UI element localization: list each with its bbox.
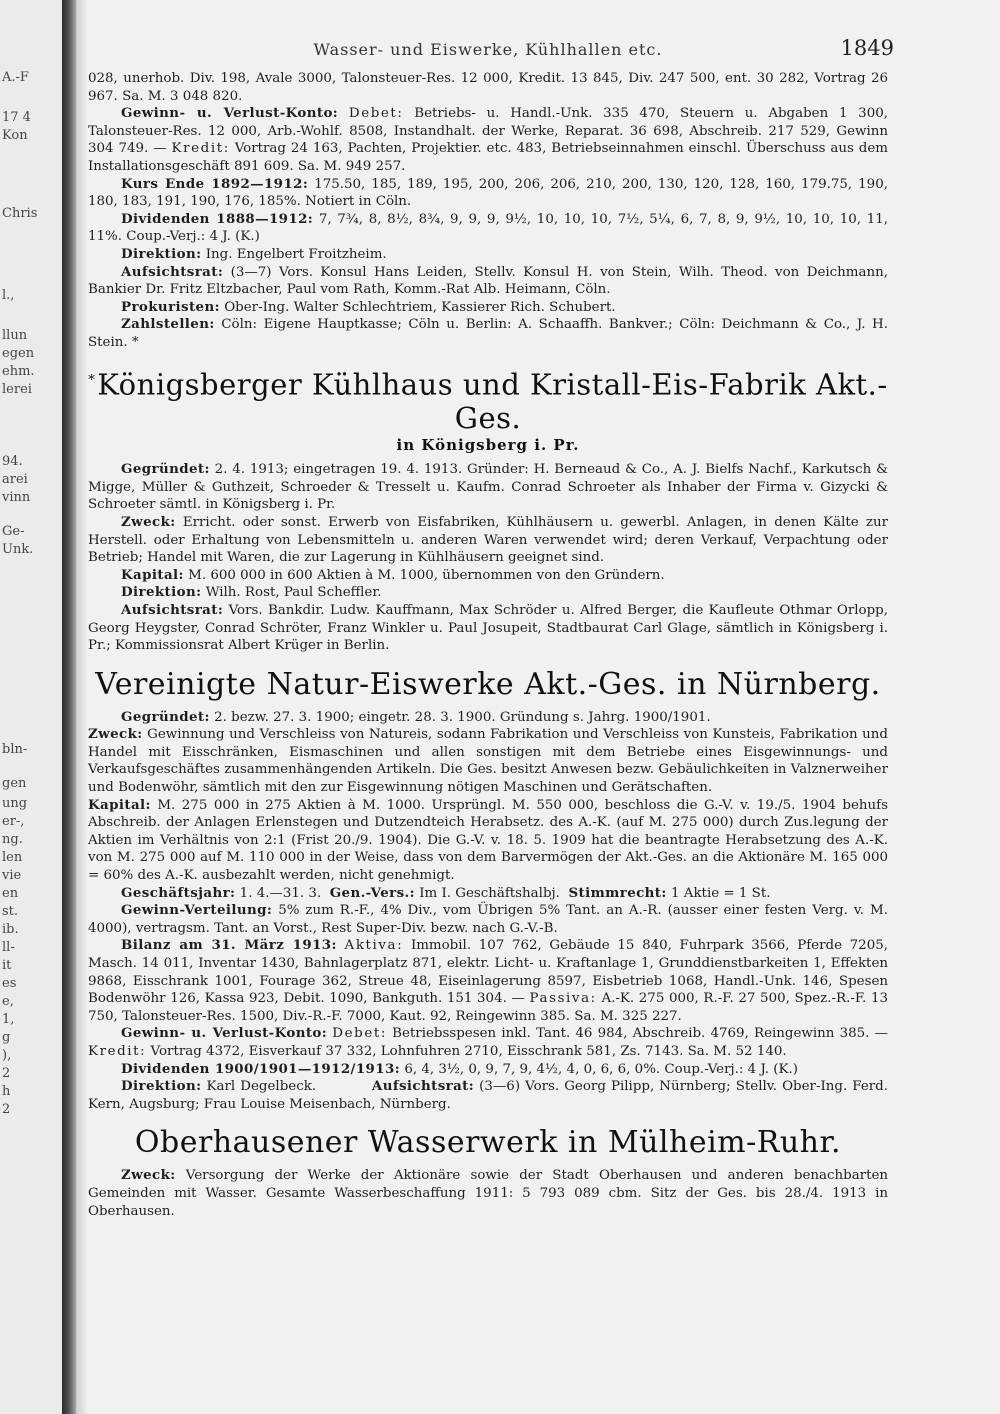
fiscal-year-label: Geschäftsjahr: (121, 884, 236, 901)
page-number: 1849 (840, 36, 894, 60)
management (88, 584, 888, 602)
entry-oberhausen (88, 1125, 888, 1220)
balance-sheet (88, 937, 888, 1025)
entry-nuernberg (88, 667, 888, 1114)
founded (88, 709, 888, 727)
share-price (88, 176, 888, 211)
purpose-label: Zweck: (88, 726, 143, 743)
capital-label: Kapital: (88, 796, 151, 813)
management-label: Direktion: (121, 584, 202, 601)
purpose-text: Versorgung der Werke der Aktionäre sowie der Stadt Oberhausen und anderen benachbarten Gemeinden mit Wasser. Gesamte Wasserbeschaffung 1911: 5 793 089 cbm. Sitz der Ges. bis 28./4. 1913 in Oberhausen. (88, 1168, 889, 1219)
liabilities-label: Passiva: (529, 991, 597, 1007)
entry-title: Oberhausener Wasserwerk in Mülheim-Ruhr. (134, 1125, 842, 1161)
profit-distribution-text: 5% zum R.-F., 4% Div., vom Übrigen 5% Tant. an A.-R. (ausser einer festen Verg. v. M. 4000), vertragsm. Tant. an Vorst., Rest Super-Div. bezw. nach G.-V.-B. (88, 903, 888, 936)
margin-fragment: egen (2, 346, 35, 361)
margin-fragment: g (2, 1030, 11, 1045)
entry-title-text: Königsberger Kühlhaus und Kristall-Eis-Fabrik Akt.-Ges. (97, 367, 888, 436)
entry-continued (88, 70, 888, 352)
margin-fragment: 94. (2, 454, 23, 469)
paying-agents-label: Zahlstellen: (121, 316, 215, 333)
founded-label: Gegründet: (121, 708, 210, 725)
assets-text: Immobil. 107 762, Gebäude 15 840, Fuhrpark 3566, Pferde 7205, Masch. 14 011, Inventar 1430, Bahnlagerplatz 871, elektr. Licht- u. Kraftanlage 1, Grunddienstbarkeiten 1, Effekten 9868, Eisschrank 1001, Fourage 362, Streue 48, Eiseinlagerung 8597, Eisbetrieb 1068, Handl.-Unk. 146, Spesen Bodenwöhr 126, Kassa 923, Debit. 1090, Bankguth. 151 304. — (88, 938, 888, 1007)
dividends-label: Dividenden 1900/1901—1912/1913: (121, 1060, 401, 1077)
share-price-label: Kurs Ende 1892—1912: (121, 175, 309, 192)
supervisory-board-label: Aufsichtsrat: (121, 263, 224, 280)
supervisory-board-text: Vors. Bankdir. Ludw. Kauffmann, Max Schröder u. Alfred Berger, die Kaufleute Othmar Orlopp, Georg Heygster, Conrad Schröter, Franz Winkler u. Paul Josupeit, Stadtbaurat Carl Glage, sämtlich in Königsberg i. Pr.; Kommissionsrat Albert Krüger in Berlin. (88, 602, 888, 654)
margin-fragment: llun (2, 328, 28, 343)
voting-right-label: Stimmrecht: (568, 884, 667, 901)
authorized-officers-label: Prokuristen: (121, 298, 220, 315)
balance-continued: 028, unerhob. Div. 198, Avale 3000, Talonsteuer-Res. 12 000, Kredit. 13 845, Div. 247 500, ent. 30 282, Vortrag 26 967. Sa. M. 3 048 820. (88, 71, 888, 104)
margin-fragment: arei (2, 472, 28, 487)
margin-fragment: 1, (2, 1012, 15, 1027)
margin-fragment: ll- (2, 940, 15, 955)
margin-fragment: Unk. (2, 542, 34, 557)
dividends-label: Dividenden 1888—1912: (121, 210, 314, 227)
margin-fragment: Chris (2, 206, 38, 221)
margin-fragment: bln- (2, 742, 28, 757)
authorized-officers (88, 299, 888, 317)
fiscal-year-text: 1. 4.—31. 3. (239, 885, 322, 901)
credit-label: Kredit: (171, 141, 230, 157)
general-meeting-label: Gen.-Vers.: (329, 884, 415, 901)
margin-fragment: A.-F (2, 70, 29, 85)
supervisory-board (88, 602, 888, 655)
management-text: Ing. Engelbert Froitzheim. (205, 246, 387, 262)
capital (88, 797, 888, 885)
supervisory-board (88, 264, 888, 299)
purpose-text: Gewinnung und Verschleiss von Natureis, sodann Fabrikation und Verschleiss von Kunsteis, Fabrikation und Handel mit Eisschränken, Eismaschinen und allen sonstigen mit dem Betriebe eines Eisgewinnungs- und Verkaufsgeschäftes zusammenhängenden Artikeln. Die Ges. besitzt Anwesen bezw. Gebäulichkeiten in Valznerweiher und Bodenwöhr, sämtlich mit den zur Eisgewinnung nötigen Maschinen und Gerätschaften. (88, 727, 889, 796)
authorized-officers-text: Ober-Ing. Walter Schlechtriem, Kassierer Rich. Schubert. (224, 299, 616, 315)
gutter-shadow (78, 0, 88, 1414)
margin-fragment: Kon (2, 128, 28, 143)
capital (88, 567, 888, 585)
margin-fragment: ), (2, 1048, 12, 1063)
credit-text: Vortrag 24 163, Pachten, Projektier. etc. 483, Betriebseinnahmen einschl. Überschuss aus dem Installationsgeschäft 891 609. Sa. M. 949 257. (88, 141, 889, 174)
margin-fragment: er-, (2, 814, 25, 829)
founded-label: Gegründet: (121, 461, 210, 478)
entry-koenigsberg (88, 364, 888, 655)
supervisory-board-label: Aufsichtsrat: (371, 1078, 475, 1095)
founded-text: 2. bezw. 27. 3. 1900; eingetr. 28. 3. 1900. Gründung s. Jahrg. 1900/1901. (214, 709, 711, 725)
page-content (88, 36, 894, 1220)
running-head: Wasser- und Eiswerke, Kühlhallen etc. (313, 40, 663, 59)
book-gutter (62, 0, 78, 1414)
profit-distribution (88, 902, 888, 937)
management (88, 246, 888, 264)
dividends-text: 6, 4, 3½, 0, 9, 7, 9, 4½, 4, 0, 6, 6, 0%. Coup.-Verj.: 4 J. (K.) (404, 1061, 799, 1077)
entry-subtitle: in Königsberg i. Pr. (396, 436, 580, 455)
founded (88, 461, 888, 514)
dividends (88, 1061, 888, 1079)
margin-fragment: Ge- (2, 524, 25, 539)
margin-fragment: st. (2, 904, 19, 919)
management-and-board (88, 1078, 888, 1113)
general-meeting-text: Im I. Geschäftshalbj. (419, 885, 560, 901)
capital-text: M. 275 000 in 275 Aktien à M. 1000. Ursprüngl. M. 550 000, beschloss die G.-V. v. 19./5. 1904 behufs Abschreib. der Anlagen Erlenstegen und Dutzendteich Herabsetz. des A.-K. (auf M. 275 000) durch Zus.legung der Aktien im Verhältnis von 2:1 (Frist 20./9. 1904). Die G.-V. v. 18. 5. 1909 hat die beantragte Herabsetzung des A.-K. von M. 275 000 auf M. 110 000 in der Weise, dass von dem Barvermögen der Akt.-Ges. an die Aktionäre M. 165 000 = 60% des A.-K. ausbezahlt werden, nicht genehmigt. (88, 797, 888, 884)
margin-fragment: len (2, 850, 23, 865)
management-text: Wilh. Rost, Paul Scheffler. (205, 585, 382, 601)
margin-fragment: ib. (2, 922, 19, 937)
debit-label: Debet: (348, 106, 404, 122)
purpose (88, 1167, 888, 1220)
capital-label: Kapital: (121, 566, 184, 583)
management-label: Direktion: (121, 245, 202, 262)
margin-fragment: it (2, 958, 12, 973)
entry-title (88, 364, 888, 436)
purpose-label: Zweck: (121, 1167, 176, 1184)
margin-fragment: lerei (2, 382, 32, 397)
margin-fragment: ehm. (2, 364, 35, 379)
margin-fragment: l., (2, 288, 15, 303)
page-header (88, 36, 894, 70)
margin-fragment: gen (2, 776, 27, 791)
entry-title: Vereinigte Natur-Eiswerke Akt.-Ges. in Nürnberg. (95, 666, 881, 702)
management-label: Direktion: (121, 1078, 202, 1095)
assets-label: Aktiva: (344, 938, 404, 954)
profit-loss-account (88, 105, 888, 175)
purpose (88, 514, 888, 567)
profit-distribution-label: Gewinn-Verteilung: (121, 902, 273, 919)
debit-text: Betriebsspesen inkl. Tant. 46 984, Abschreib. 4769, Reingewinn 385. — (392, 1026, 889, 1042)
management-text: Karl Degelbeck. (206, 1079, 317, 1095)
paying-agents (88, 316, 888, 351)
voting-right-text: 1 Aktie = 1 St. (671, 885, 771, 901)
margin-fragment: e, (2, 994, 14, 1009)
supervisory-board-text: (3—6) Vors. Georg Pilipp, Nürnberg; Stellv. Ober-Ing. Ferd. Kern, Augsburg; Frau Louise Meisenbach, Nürnberg. (88, 1079, 888, 1112)
fiscal-meeting-voting (88, 885, 888, 903)
margin-fragment: h (2, 1084, 11, 1099)
profit-loss-label: Gewinn- u. Verlust-Konto: (121, 105, 339, 122)
margin-fragment: vie (2, 868, 22, 883)
credit-text: Vortrag 4372, Eisverkauf 37 332, Lohnfuhren 2710, Eisschrank 581, Zs. 7143. Sa. M. 52 140. (150, 1043, 787, 1059)
margin-fragment: ung (2, 796, 28, 811)
purpose-text: Erricht. oder sonst. Erwerb von Eisfabriken, Kühlhäusern u. gewerbl. Anlagen, in denen Kälte zur Herstell. oder Erhaltung von Lebensmitteln u. anderen Waren verwendet wird; deren Verkauf, Verpachtung oder Betrieb; Handel mit Waren, die zur Lagerung in Kühlhäusern geeignet sind. (88, 514, 888, 566)
margin-fragment: en (2, 886, 19, 901)
margin-fragment: 2 (2, 1102, 11, 1117)
dividends-text: 7, 7¾, 8, 8½, 8¾, 9, 9, 9, 9½, 10, 10, 10, 7½, 5¼, 6, 7, 8, 9, 9½, 10, 10, 10, 11, 11%. Coup.-Verj.: 4 J. (K.) (88, 211, 888, 245)
margin-fragment: vinn (2, 490, 31, 505)
balance-sheet-label: Bilanz am 31. März 1913: (121, 937, 337, 954)
liabilities-text: A.-K. 275 000, R.-F. 27 500, Spez.-R.-F. 13 750, Talonsteuer-Res. 1500, Div.-R.-F. 7000, Kaut. 92, Reingewinn 385. Sa. M. 325 227. (88, 991, 888, 1024)
share-price-text: 175.50, 185, 189, 195, 200, 206, 206, 210, 200, 130, 120, 128, 160, 179.75, 190, 180, 183, 191, 190, 176, 185%. Notiert in Cöln. (88, 176, 888, 210)
capital-text: M. 600 000 in 600 Aktien à M. 1000, übernommen von den Gründern. (188, 567, 665, 583)
footnote-star: * (88, 372, 96, 388)
supervisory-board-text: (3—7) Vors. Konsul Hans Leiden, Stellv. Konsul H. von Stein, Wilh. Theod. von Deichmann, Bankier Dr. Fritz Eltzbacher, Paul vom Rath, Komm.-Rat Alb. Heimann, Cöln. (88, 264, 888, 298)
previous-page-edge (0, 0, 62, 1414)
purpose-label: Zweck: (121, 513, 176, 530)
margin-fragment: ng. (2, 832, 23, 847)
margin-fragment: es (2, 976, 17, 991)
paying-agents-text: Cöln: Eigene Hauptkasse; Cöln u. Berlin: A. Schaaffh. Bankver.; Cöln: Deichmann & Co., J. H. Stein. * (88, 317, 888, 350)
purpose (88, 726, 888, 796)
margin-fragment: 2 (2, 1066, 11, 1081)
dividends (88, 211, 888, 246)
margin-fragment: 17 4 (2, 110, 31, 125)
profit-loss-account (88, 1025, 888, 1060)
credit-label: Kredit: (88, 1043, 147, 1059)
profit-loss-label: Gewinn- u. Verlust-Konto: (121, 1025, 328, 1042)
supervisory-board-label: Aufsichtsrat: (121, 601, 224, 618)
debit-text: Betriebs- u. Handl.-Unk. 335 470, Steuern u. Abgaben 1 300, Talonsteuer-Res. 12 000, Arb.-Wohlf. 8508, Instandhalt. der Werke, Reparat. 36 698, Abschreib. 217 529, Gewinn 304 749. — (88, 106, 888, 157)
founded-text: 2. 4. 1913; eingetragen 19. 4. 1913. Gründer: H. Berneaud & Co., A. J. Bielfs Nachf., Karkutsch & Migge, Müller & Guthzeit, Schroeder & Tresselt u. Kaufm. Conrad Schroeter als Inhaber der Firma v. Gizycki & Schroeter sämtl. in Königsberg i. Pr. (88, 462, 888, 513)
debit-label: Debet: (332, 1026, 387, 1042)
